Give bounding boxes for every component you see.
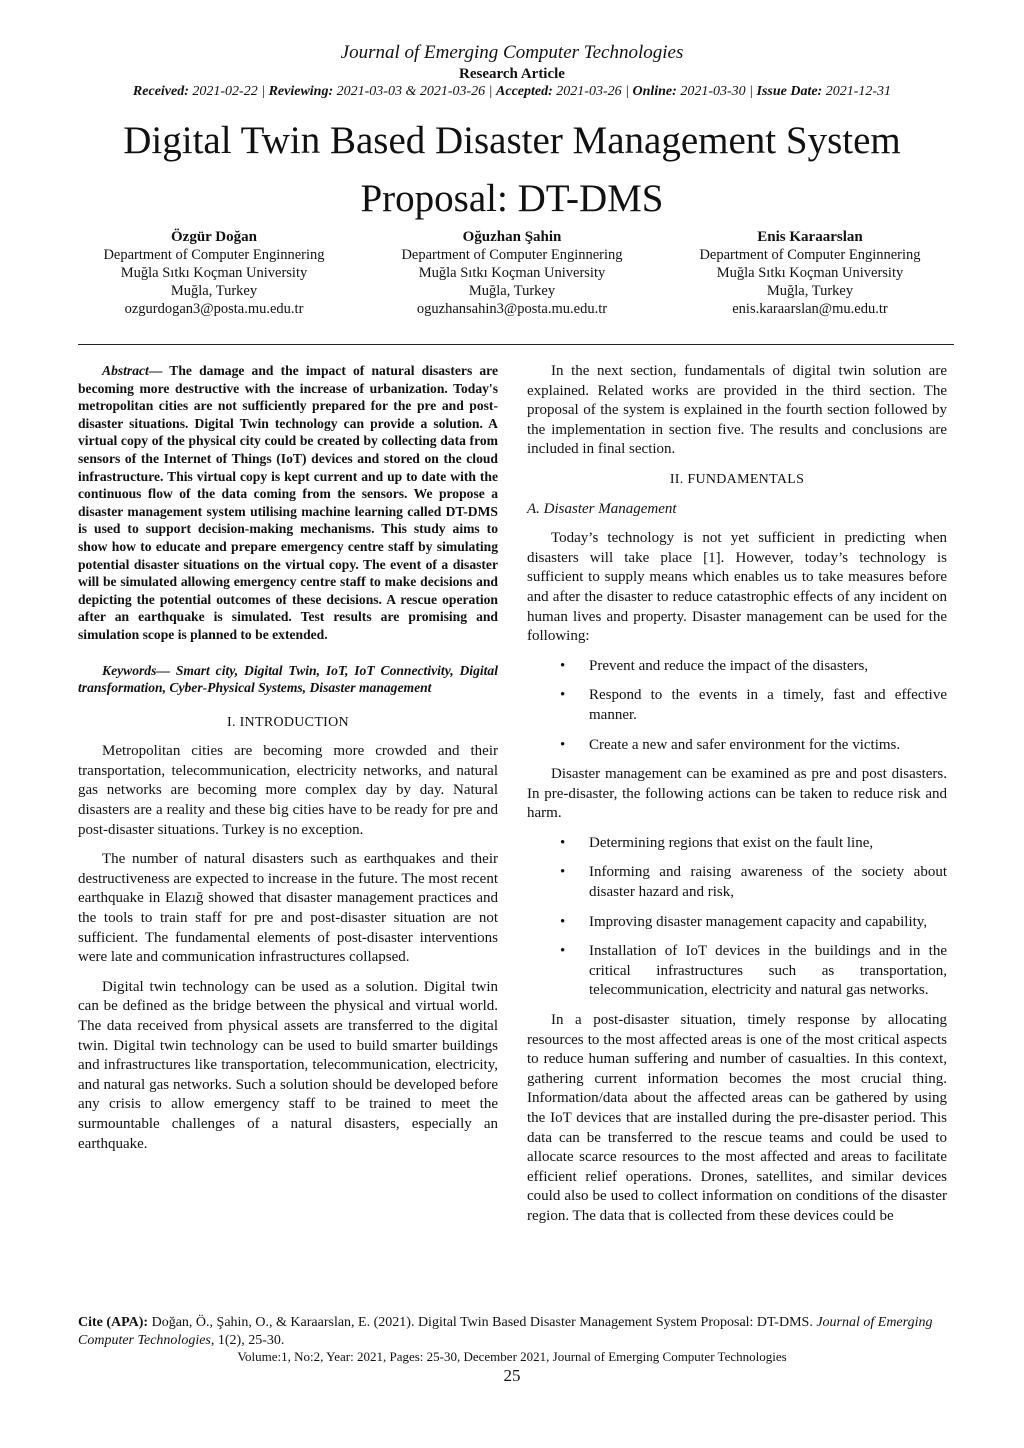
- author-block: [362, 228, 662, 318]
- cite-text: Doğan, Ö., Şahin, O., & Karaarslan, E. (2021). Digital Twin Based Disaster Management System Proposal: DT-DMS.: [148, 1315, 817, 1330]
- body-paragraph: Today’s technology is not yet sufficient in predicting when disasters will take place [1]. However, today’s technology is sufficient to supply means which enables us to take measures before and after the disaster to reduce catastrophic effects of any incident on human lives and property. Disaster management can be used for the following:: [527, 530, 947, 645]
- author-name: Oğuzhan Şahin: [462, 229, 562, 245]
- date-label: Accepted:: [496, 84, 553, 99]
- page-number: 25: [503, 1366, 521, 1385]
- list-item: • Informing and raising awareness of the society about disaster hazard and risk,: [560, 864, 947, 901]
- intro-paragraph: Digital twin technology can be used as a solution. Digital twin can be defined as the bridge between the physical and virtual world. The data received from physical assets are transferred to the digital twin. Digital twin technology can be used to build smarter buildings and infrastructures like transportation, telecommunication, electricity, and natural gas networks. Such a solution should be developed before any crisis to allow emergency staff to be trained to meet the surmountable challenges of a natural disasters, especially an earthquake.: [78, 978, 498, 1152]
- author-dept: Department of Computer Enginnering: [401, 247, 623, 263]
- section-heading-fundamentals: II. FUNDAMENTALS: [669, 471, 805, 487]
- author-univ: Muğla Sıtkı Koçman University: [120, 265, 308, 281]
- bullet-icon: •: [560, 687, 566, 704]
- author-name: Özgür Doğan: [171, 229, 257, 245]
- author-dept: Department of Computer Enginnering: [699, 247, 921, 263]
- bullet-icon: •: [560, 913, 566, 930]
- bullet-icon: •: [560, 943, 566, 960]
- body-paragraph: In a post-disaster situation, timely response by allocating resources to the most affected areas is one of the most critical aspects to reduce human suffering and number of casualties. In this context, gathering current information becomes the most crucial thing. Information/data about the affected areas can be gathered by using the IoT devices that are installed during the pre-disaster period. This data can be transferred to the rescue teams and could be used to allocate scarce resources to the most affected and areas to facilitate efficient relief operations. Drones, satellites, and similar devices could also be used to collect information on conditions of the disaster region. The data that is collected from these devices could be: [527, 1012, 947, 1224]
- bullet-list: [527, 834, 947, 1001]
- abstract-text: The damage and the impact of natural disasters are becoming more destructive with the increase of urbanization. Today's metropolitan cities are not sufficiently prepared for the pre and post-disaster situations. Digital Twin technology can provide a solution. A virtual copy of the physical city could be created by collecting data from sensors of the Internet of Things (IoT) devices and stored on the cloud infrastructure. This virtual copy is kept current and up to date with the continuous flow of the data coming from the sensors. We propose a disaster management system utilising machine learning called DT-DMS is used to support decision-making mechanisms. This study aims to show how to educate and prepare emergency centre staff by simulating potential disaster situations on the virtual copy. The event of a disaster will be simulated allowing emergency centre staff to make decisions and depicting the potential outcomes of these decisions. A rescue operation after an earthquake is simulated. Test results are promising and simulation scope is planned to be extended.: [78, 363, 498, 642]
- list-item: • Respond to the events in a timely, fast and effective manner.: [560, 687, 947, 723]
- author-email: oguzhansahin3@posta.mu.edu.tr: [416, 301, 608, 317]
- left-column: [78, 362, 498, 1164]
- outline-paragraph: In the next section, fundamentals of digital twin solution are explained. Related works are provided in the third section. The proposal of the system is explained in the fourth section followed by the implementation in section five. The results and conclusions are included in final section.: [527, 363, 947, 458]
- body-paragraph: Disaster management can be examined as pre and post disasters. In pre-disaster, the following actions can be taken to reduce risk and harm.: [527, 766, 947, 822]
- header-divider: [78, 344, 954, 345]
- citation: [78, 1314, 954, 1350]
- article-dates: Received: 2021-02-22 | Reviewing: 2021-03-03 & 2021-03-26 | Accepted: 2021-03-26 | Online: 2021-03-30 | Issue Date: 2021-12-31: [132, 84, 892, 99]
- date-label: Online:: [632, 84, 677, 99]
- paper-title: Digital Twin Based Disaster Management System Proposal: DT-DMS: [123, 119, 901, 220]
- date-value: 2021-02-22: [192, 84, 258, 99]
- bullet-icon: •: [560, 864, 566, 881]
- author-email: ozgurdogan3@posta.mu.edu.tr: [124, 301, 304, 317]
- volume-line: Volume:1, No:2, Year: 2021, Pages: 25-30, December 2021, Journal of Emerging Computer Technologies: [237, 1349, 787, 1364]
- bullet-icon: •: [560, 736, 566, 753]
- bullet-icon: •: [560, 834, 566, 851]
- abstract: [78, 362, 498, 644]
- date-value: 2021-03-03 & 2021-03-26: [336, 84, 486, 99]
- cite-label: Cite (APA):: [78, 1315, 149, 1330]
- list-item: • Installation of IoT devices in the buildings and in the critical infrastructures such as transportation, telecommunication, electricity and natural gas networks.: [560, 943, 947, 999]
- list-item: • Prevent and reduce the impact of the disasters,: [527, 657, 947, 677]
- article-type: Research Article: [459, 66, 565, 82]
- list-item: • Improving disaster management capacity and capability,: [527, 913, 947, 933]
- author-name: Enis Karaarslan: [757, 229, 863, 245]
- author-block: [660, 228, 960, 318]
- list-item: • Create a new and safer environment for the victims.: [527, 736, 947, 756]
- author-univ: Muğla Sıtkı Koçman University: [716, 265, 904, 281]
- bullet-list: [527, 657, 947, 755]
- author-city: Muğla, Turkey: [170, 283, 258, 299]
- date-label: Issue Date:: [756, 84, 823, 99]
- date-label: Reviewing:: [268, 84, 334, 99]
- date-value: 2021-12-31: [825, 84, 892, 99]
- keywords: Keywords— Smart city, Digital Twin, IoT, IoT Connectivity, Digital transformation, Cyber-Physical Systems, Disaster management: [78, 662, 498, 696]
- bullet-icon: •: [560, 657, 566, 674]
- section-heading-introduction: I. INTRODUCTION: [227, 714, 349, 730]
- author-block: [64, 228, 364, 318]
- subsection-heading: A. Disaster Management: [527, 500, 677, 517]
- date-label: Received:: [132, 84, 189, 99]
- right-column: [527, 362, 947, 1237]
- intro-paragraph: The number of natural disasters such as earthquakes and their destructiveness are expected to increase in the future. The most recent earthquake in Elazığ showed that disaster management practices and the tools to train staff for pre and post-disaster situation are not sufficient. The fundamental elements of post-disaster interventions were late and communication infrastructures collapsed.: [78, 851, 498, 966]
- cite-journal: Journal of Emerging Computer Technologies: [78, 1315, 933, 1348]
- intro-paragraph: Metropolitan cities are becoming more crowded and their transportation, telecommunication, electricity networks, and natural gas networks are becoming more complex day by day. Natural disasters are a reality and these big cities have to be ready for pre and post-disaster situations. Turkey is no exception.: [78, 743, 498, 838]
- date-value: 2021-03-30: [680, 84, 746, 99]
- date-value: 2021-03-26: [556, 84, 622, 99]
- author-dept: Department of Computer Enginnering: [103, 247, 325, 263]
- cite-tail: , 1(2), 25-30.: [210, 1333, 285, 1348]
- list-item: • Determining regions that exist on the fault line,: [527, 834, 947, 854]
- abstract-label: Abstract—: [102, 363, 163, 378]
- author-univ: Muğla Sıtkı Koçman University: [418, 265, 606, 281]
- author-email: enis.karaarslan@mu.edu.tr: [732, 301, 888, 317]
- journal-name: Journal of Emerging Computer Technologies: [340, 42, 684, 63]
- author-city: Muğla, Turkey: [468, 283, 556, 299]
- author-city: Muğla, Turkey: [766, 283, 854, 299]
